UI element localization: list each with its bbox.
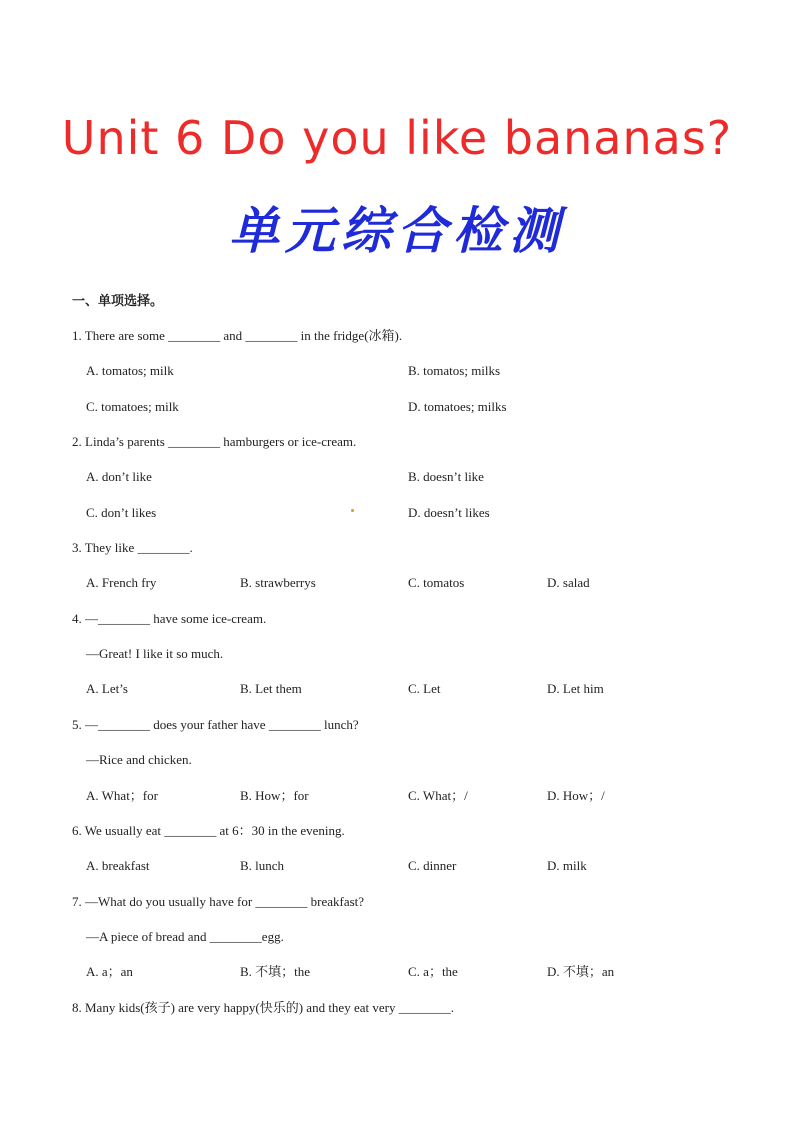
question-3-option-c: C. tomatos <box>408 575 465 590</box>
question-1-option-c: C. tomatoes; milk <box>86 399 179 414</box>
question-6-option-c: C. dinner <box>408 858 457 873</box>
question-3: 3. They like ________. <box>72 540 193 555</box>
question-2-option-a: A. don’t like <box>86 469 152 484</box>
question-7-option-c: C. a；the <box>408 964 458 979</box>
question-3-option-d: D. salad <box>547 575 590 590</box>
question-5: 5. —________ does your father have ________ lunch? <box>72 717 359 732</box>
question-1-option-d: D. tomatoes; milks <box>408 399 507 414</box>
question-3-option-a: A. French fry <box>86 575 157 590</box>
question-4-option-c: C. Let <box>408 681 441 696</box>
question-4-option-d: D. Let him <box>547 681 604 696</box>
question-1-option-b: B. tomatos; milks <box>408 363 501 378</box>
question-2-option-c: C. don’t likes <box>86 505 157 520</box>
question-4-option-b: B. Let them <box>240 681 302 696</box>
question-2-option-b: B. doesn’t like <box>408 469 484 484</box>
question-1-option-a: A. tomatos; milk <box>86 363 174 378</box>
question-8: 8. Many kids(孩子) are very happy(快乐的) and they eat very ________. <box>72 1000 454 1015</box>
question-6-option-b: B. lunch <box>240 858 285 873</box>
question-5-option-b: B. How；for <box>240 788 309 803</box>
question-4-option-a: A. Let’s <box>86 681 128 696</box>
question-4-reply: —Great! I like it so much. <box>86 646 224 661</box>
question-6-option-d: D. milk <box>547 858 587 873</box>
question-6-option-a: A. breakfast <box>86 858 150 873</box>
question-7-reply: —A piece of bread and ________egg. <box>86 929 284 944</box>
question-3-option-b: B. strawberrys <box>240 575 316 590</box>
question-2-option-d: D. doesn’t likes <box>408 505 490 520</box>
question-7-option-b: B. 不填；the <box>240 964 311 979</box>
question-7-option-d: D. 不填；an <box>547 964 615 979</box>
question-4: 4. —________ have some ice-cream. <box>72 611 267 626</box>
section-heading: 一、单项选择。 <box>72 294 164 309</box>
unit-subtitle: 单元综合检测 <box>229 202 565 260</box>
question-7: 7. —What do you usually have for ________ breakfast? <box>72 894 365 909</box>
question-7-option-a: A. a；an <box>86 964 133 979</box>
question-1: 1. There are some ________ and ________ in the fridge(冰箱). <box>72 328 403 343</box>
stray-dot <box>351 509 354 512</box>
question-2: 2. Linda’s parents ________ hamburgers or ice-cream. <box>72 434 357 449</box>
question-5-option-d: D. How；/ <box>547 788 605 803</box>
question-6: 6. We usually eat ________ at 6：30 in the evening. <box>72 823 345 838</box>
question-5-reply: —Rice and chicken. <box>86 752 192 767</box>
question-5-option-a: A. What；for <box>86 788 158 803</box>
unit-title: Unit 6 Do you like bananas? <box>61 111 733 165</box>
question-5-option-c: C. What；/ <box>408 788 468 803</box>
